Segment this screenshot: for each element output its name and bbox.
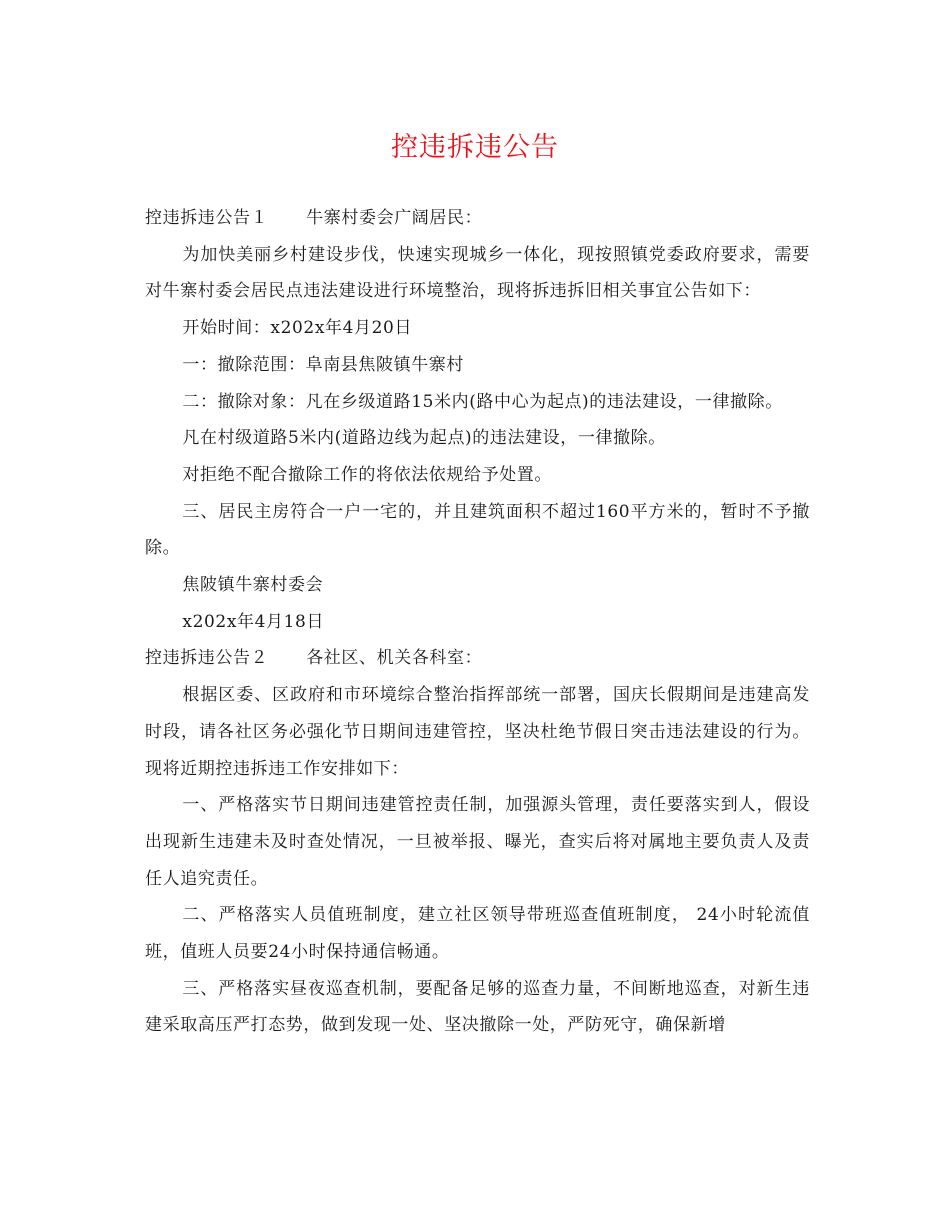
section1-heading-line [145,200,810,237]
section2-addressee: 各社区、机关各科室： [306,648,483,669]
section1-item-2b: 凡在村级道路5米内(道路边线为起点)的违法建设，一律撤除。 [182,428,666,449]
section2-item-1: 一、严格落实节日期间违建管控责任制，加强源头管理，责任要落实到人，假设出现新生违建未及时查处情况，一旦被举报、曝光，查实后将对属地主要负责人及责任人追究责任。 [145,795,810,889]
section2-heading: 控违拆违公告２ [145,648,269,669]
document-title: 控违拆违公告 [391,132,559,163]
section1-start-time: 开始时间：x202x年4月20日 [182,318,413,339]
section1-date: x202x年4月18日 [182,611,325,632]
section1-signature: 焦陂镇牛寨村委会 [182,575,324,596]
section2-heading-line [145,640,810,677]
document-body [145,200,810,1044]
section1-addressee: 牛寨村委会广阔居民： [306,208,483,228]
section2-paragraph: 根据区委、区政府和市环境综合整治指挥部统一部署，国庆长假期间是违建高发时段，请各社区务必强化节日期间违建管控，坚决杜绝节假日突击违法建设的行为。现将近期控违拆违工作安排如下： [145,685,810,779]
section1-heading: 控违拆违公告１ [145,208,269,228]
section1-paragraph: 为加快美丽乡村建设步伐，快速实现城乡一体化，现按照镇党委政府要求，需要对牛寨村委会居民点违法建设进行环境整治，现将拆违拆旧相关事宜公告如下： [145,244,810,302]
section2-item-3: 三、严格落实昼夜巡查机制，要配备足够的巡查力量，不间断地巡查，对新生违建采取高压严打态势，做到发现一处、坚决撤除一处，严防死守，确保新增 [145,978,810,1036]
section1-item-2c: 对拒绝不配合撤除工作的将依法依规给予处置。 [182,464,552,485]
section1-item-3: 三、居民主房符合一户一宅的，并且建筑面积不超过160平方米的，暂时不予撤除。 [145,501,810,559]
section1-item-1: 一：撤除范围：阜南县焦陂镇牛寨村 [182,354,464,375]
section2-item-2: 二、严格落实人员值班制度，建立社区领导带班巡查值班制度， 24小时轮流值班，值班人员要24小时保持通信畅通。 [145,905,810,963]
section1-item-2: 二：撤除对象：凡在乡级道路15米内(路中心为起点)的违法建设，一律撤除。 [182,391,783,412]
